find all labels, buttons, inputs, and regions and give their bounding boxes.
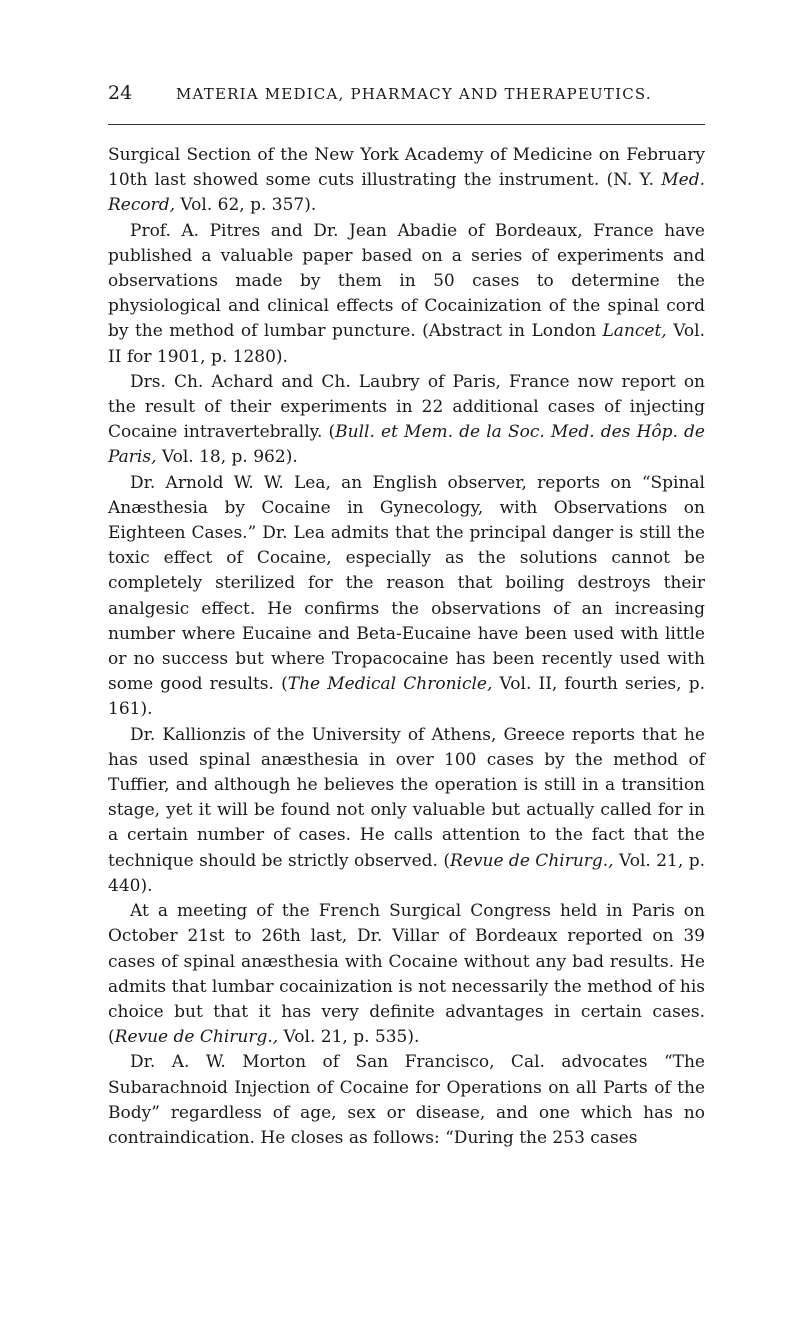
- paragraph-text: Dr. A. W. Morton of San Francisco, Cal. advocates “The Subarachnoid Injection of Cocaine for Operations on all Parts of the Body” regardless of age, sex or disease, and one which has no contraindication. He closes as follows: “During the 253 cases: [108, 1052, 705, 1148]
- paragraph-text: Vol. 21, p. 535).: [278, 1027, 420, 1048]
- paragraph-text: Prof. A. Pitres and Dr. Jean Abadie of Bordeaux, France have published a valuable paper based on a series of experiments and observations made by them in 50 cases to determine the physiological and clinical effects of Cocainization of the spinal cord by the method of lumbar puncture. (Abstract in London: [108, 220, 705, 342]
- citation-title: Revue de Chirurg.,: [450, 850, 614, 871]
- citation-title: Med. Record,: [108, 170, 705, 216]
- paragraph-text: Vol. 18, p. 962).: [156, 447, 298, 468]
- paragraph: [108, 143, 705, 219]
- running-header: [108, 80, 705, 108]
- citation-title: Bull. et Mem. de la Soc. Med. des Hôp. de Paris,: [108, 422, 705, 468]
- page-number: 24: [108, 82, 133, 104]
- paragraph-text: Drs. Ch. Achard and Ch. Laubry of Paris, France now report on the result of their experiments in 22 additional cases of injecting Cocaine intravertebrally. (: [108, 371, 705, 443]
- paragraph-text: Surgical Section of the New York Academy of Medicine on February 10th last showed some cuts illustrating the instrument. (N. Y.: [108, 145, 705, 191]
- paragraph-text: Vol. 62, p. 357).: [175, 195, 317, 216]
- citation-title: Lancet,: [602, 321, 667, 342]
- running-title: MATERIA MEDICA, PHARMACY AND THERAPEUTICS.: [176, 85, 652, 103]
- paragraph: [108, 219, 705, 370]
- paragraph: [108, 1050, 705, 1151]
- body-text: [108, 143, 705, 1151]
- paragraph-text: At a meeting of the French Surgical Congress held in Paris on October 21st to 26th last, Dr. Villar of Bordeaux reported on 39 cases of spinal anæsthesia with Cocaine without any bad results. He admits that lumbar cocainization is not necessarily the method of his choice but that it has very definite advantages in certain cases. (: [108, 901, 705, 1048]
- paragraph: [108, 899, 705, 1050]
- paragraph-text: Vol. II, fourth series, p. 161).: [108, 674, 705, 720]
- paragraph: [108, 471, 705, 723]
- paragraph-text: Dr. Kallionzis of the University of Athens, Greece reports that he has used spinal anæsthesia in over 100 cases by the method of Tuffier, and although he believes the operation is still in a transition stage, yet it will be found not only valuable but actually called for in a certain number of cases. He calls attention to the fact that the technique should be strictly observed. (: [108, 724, 705, 871]
- citation-title: The Medical Chronicle,: [287, 674, 493, 695]
- paragraph-text: Dr. Arnold W. W. Lea, an English observer, reports on “Spinal Anæsthesia by Cocaine in Gynecology, with Observations on Eighteen Cases.” Dr. Lea admits that the principal danger is still the toxic effect of Cocaine, especially as the solutions cannot be completely sterilized for the reason that boiling destroys their analgesic effect. He confirms the observations of an increasing number where Eucaine and Beta-Eucaine have been used with little or no success but where Tropacocaine has been recently used with some good results. (: [108, 472, 705, 695]
- paragraph: [108, 370, 705, 471]
- header-rule: [108, 124, 705, 125]
- book-page: [108, 80, 705, 1151]
- paragraph-text: Vol. II for 1901, p. 1280).: [108, 321, 705, 367]
- paragraph-text: Vol. 21, p. 440).: [108, 850, 705, 896]
- citation-title: Revue de Chirurg.,: [114, 1027, 279, 1048]
- paragraph: [108, 723, 705, 899]
